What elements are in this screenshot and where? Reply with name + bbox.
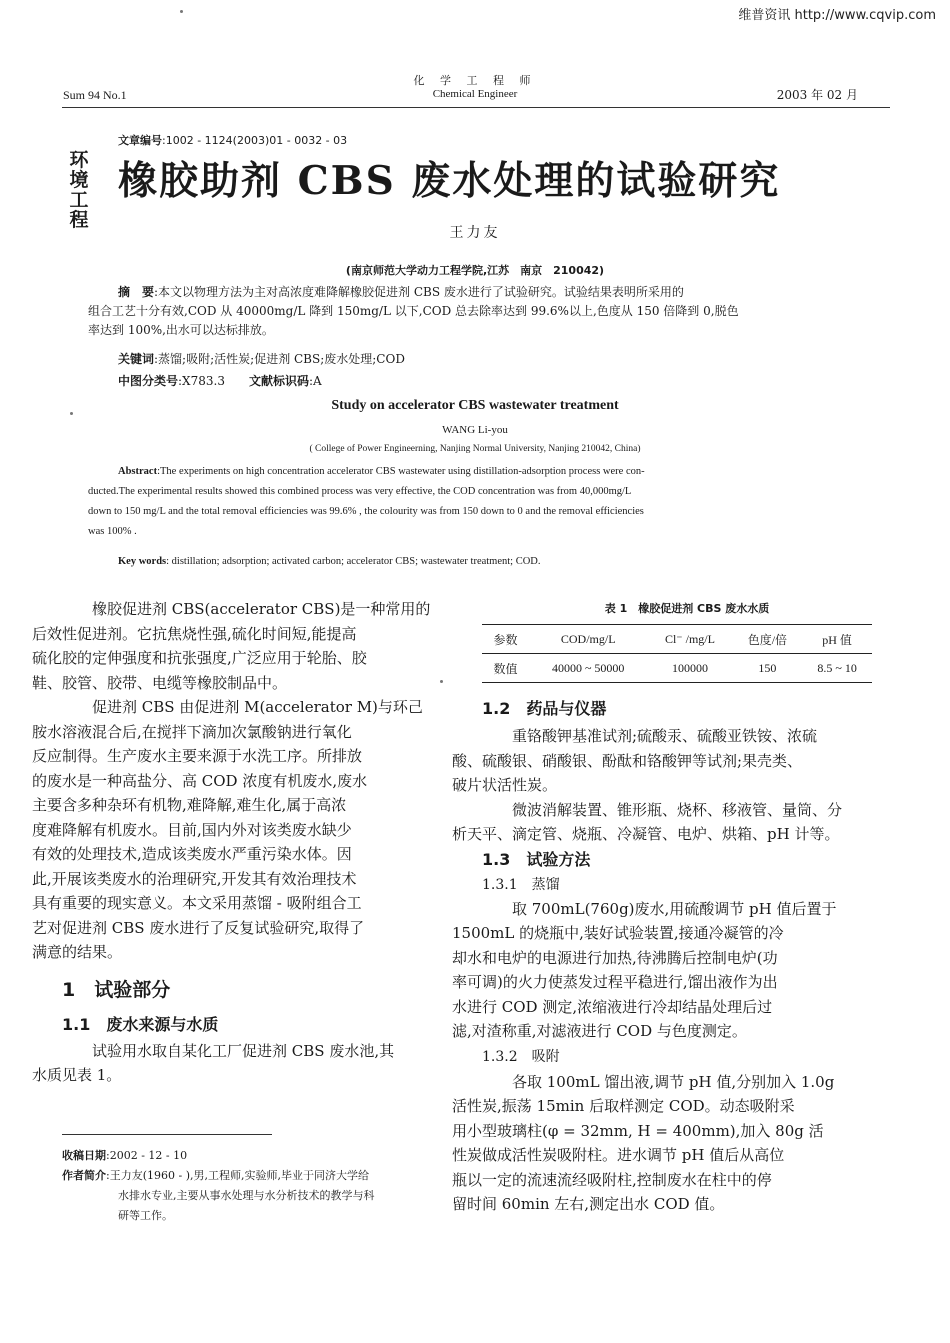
section-1-2-paragraph-1 <box>452 724 880 798</box>
text-line: 度难降解有机废水。目前,国内外对该类废水缺少 <box>32 820 352 839</box>
text-line: 用小型玻璃柱(φ = 32mm, H = 400mm),加入 80g 活 <box>452 1121 824 1140</box>
text-line: 满意的结果。 <box>32 943 123 961</box>
doc-code-label: 文献标识码 <box>248 374 309 388</box>
text-line: 微波消解装置、锥形瓶、烧杯、移液管、量筒、分 <box>512 800 843 819</box>
text-line: 破片状活性炭。 <box>452 776 558 794</box>
text-line: 性炭做成活性炭吸附柱。进水调节 pH 值后从高位 <box>452 1146 785 1164</box>
journal-name-cn: 化 学 工 程 师 <box>413 74 537 87</box>
section-heading-1-3-2: 1.3.2 吸附 <box>482 1048 560 1065</box>
text-line: 各取 100mL 馏出液,调节 pH 值,分别加入 1.0g <box>512 1072 835 1091</box>
table-1 <box>482 624 872 683</box>
table-cell: 8.5 ~ 10 <box>802 654 872 683</box>
keywords-en-value: : distillation; adsorption; activated carbon; accelerator CBS; wastewater treatment; COD. <box>166 556 541 567</box>
abstract-cn-line: 组合工艺十分有效,COD 从 40000mg/L 降到 150mg/L 以下,COD 总去除率达到 99.6%以上,色度从 150 倍降到 0,脱色 <box>88 304 739 318</box>
doc-code-value: :A <box>309 374 322 388</box>
article-number-value: :1002 - 1124(2003)01 - 0032 - 03 <box>162 134 348 147</box>
table-header-cell: COD/mg/L <box>529 625 647 654</box>
text-line: 反应制得。生产废水主要来源于水洗工序。所排放 <box>32 747 363 765</box>
text-line: 重铬酸钾基准试剂;硫酸汞、硫酸亚铁铵、浓硫 <box>512 727 818 745</box>
section-1-1-paragraph <box>32 1039 448 1088</box>
abstract-en-line: :The experiments on high concentration accelerator CBS wastewater using distillation-adsorption process were con- <box>157 466 645 477</box>
table-header-cell: 参数 <box>482 625 529 654</box>
table-header-cell: 色度/倍 <box>733 625 803 654</box>
author-en: WANG Li-you <box>442 424 508 436</box>
scan-dot <box>440 680 443 683</box>
text-line: 主要含多种杂环有机物,难降解,难生化,属于高浓 <box>32 796 347 814</box>
classification <box>118 372 878 391</box>
text-line: 瓶以一定的流速流经吸附柱,控制废水在柱中的停 <box>452 1170 772 1189</box>
section-heading-1-3-1: 1.3.1 蒸馏 <box>482 876 560 893</box>
article-number <box>118 132 347 148</box>
text-line: 具有重要的现实意义。本文采用蒸馏 - 吸附组合工 <box>32 894 362 912</box>
text-line: 水进行 COD 测定,浓缩液进行冷却结晶处理后过 <box>452 997 773 1016</box>
text-line: 活性炭,振荡 15min 后取样测定 COD。动态吸附采 <box>452 1097 795 1115</box>
keywords-en <box>118 552 840 572</box>
bio-line: :王力友(1960 - ),男,工程师,实验师,毕业于同济大学给 <box>106 1169 369 1182</box>
footnote-rule <box>62 1134 272 1135</box>
abstract-cn-line: :本文以物理方法为主对高浓度难降解橡胶促进剂 CBS 废水进行了试验研究。试验结果表明所采用的 <box>154 285 684 299</box>
bio-line: 水排水专业,主要从事水处理与水分析技术的教学与科 <box>118 1189 375 1202</box>
received-label: 收稿日期 <box>62 1149 106 1162</box>
right-column <box>452 694 880 1217</box>
abstract-en-line: down to 150 mg/L and the total removal efficiencies was 99.6% , the colourity was from 150 down to 0 and the removal efficiencies <box>88 506 644 517</box>
footnote <box>62 1146 452 1226</box>
table-cell: 40000 ~ 50000 <box>529 654 647 683</box>
text-line: 1500mL 的烧瓶中,装好试验装置,接通冷凝管的冷 <box>452 924 784 942</box>
keywords-cn <box>118 350 878 369</box>
text-line: 橡胶促进剂 CBS(accelerator CBS)是一种常用的 <box>92 600 431 618</box>
text-line: 析天平、滴定管、烧瓶、冷凝管、电炉、烘箱、pH 计等。 <box>452 825 840 843</box>
section-1-2-paragraph-2 <box>452 798 880 847</box>
section-heading-1-2: 1.2 药品与仪器 <box>482 699 607 718</box>
section-heading-1: 1 试验部分 <box>62 978 171 1001</box>
abstract-en <box>88 462 840 542</box>
section-tag-char: 工 <box>69 189 89 211</box>
abstract-en-label: Abstract <box>118 466 158 477</box>
affiliation-en: ( College of Power Engineerning, Nanjing Normal University, Nanjing 210042, China) <box>309 444 641 454</box>
text-line: 的废水是一种高盐分、高 COD 浓度有机废水,废水 <box>32 771 368 790</box>
abstract-en-line: was 100% . <box>88 526 137 537</box>
text-line: 却水和电炉的电源进行加热,待沸腾后控制电炉(功 <box>452 948 778 967</box>
bio-line: 研等工作。 <box>118 1209 173 1222</box>
section-heading-1-3: 1.3 试验方法 <box>482 849 591 869</box>
paper-title: 橡胶助剂 CBS 废水处理的试验研究 <box>118 158 781 204</box>
abstract-cn <box>88 283 848 340</box>
affiliation-cn: (南京师范大学动力工程学院,江苏 南京 210042) <box>345 264 605 277</box>
text-line: 胺水溶液混合后,在搅拌下滴加次氯酸钠进行氧化 <box>32 722 352 741</box>
source-watermark: 维普资讯 http://www.cqvip.com <box>738 8 936 23</box>
abstract-cn-label: 摘 要 <box>118 285 155 299</box>
abstract-cn-line: 率达到 100%,出水可以达标排放。 <box>88 323 274 337</box>
text-line: 促进剂 CBS 由促进剂 M(accelerator M)与环己 <box>92 698 423 716</box>
keywords-cn-label: 关键词 <box>118 352 155 366</box>
scan-dot <box>180 10 183 13</box>
table-cell: 数值 <box>482 654 529 683</box>
author-cn: 王力友 <box>449 225 501 241</box>
text-line: 留时间 60min 左右,测定出水 COD 值。 <box>452 1195 725 1213</box>
text-line: 试验用水取自某化工厂促进剂 CBS 废水池,其 <box>92 1041 395 1060</box>
journal-name-en: Chemical Engineer <box>432 88 518 100</box>
keywords-cn-value: :蒸馏;吸附;活性炭;促进剂 CBS;废水处理;COD <box>154 352 405 366</box>
text-line: 水质见表 1。 <box>32 1066 122 1084</box>
text-line: 鞋、胶管、胶带、电缆等橡胶制品中。 <box>32 673 288 692</box>
section-1-3-2-paragraph <box>452 1070 880 1217</box>
title-en: Study on accelerator CBS wastewater treatment <box>331 398 619 413</box>
journal-volume: Sum 94 No.1 <box>63 88 127 102</box>
text-line: 艺对促进剂 CBS 废水进行了反复试验研究,取得了 <box>32 918 365 937</box>
table-header-cell: Cl⁻ /mg/L <box>647 625 732 654</box>
table-header-row <box>482 625 872 654</box>
bio-label: 作者简介 <box>62 1169 106 1182</box>
table-row <box>482 654 872 683</box>
classification-value: :X783.3 <box>178 374 225 388</box>
intro-paragraph-2 <box>32 695 448 965</box>
abstract-en-line: ducted.The experimental results showed this combined process was very effective, the COD concentration was from 40,000mg/L <box>88 486 632 497</box>
article-number-label: 文章编号 <box>118 134 162 147</box>
text-line: 此,开展该类废水的治理研究,开发其有效治理技术 <box>32 869 357 888</box>
text-line: 酸、硫酸银、硝酸银、酚酞和铬酸钾等试剂;果壳类、 <box>452 751 803 770</box>
section-tag-char: 程 <box>69 209 89 231</box>
header-rule <box>62 107 890 108</box>
text-line: 有效的处理技术,造成该类废水严重污染水体。因 <box>32 845 352 863</box>
received-value: :2002 - 12 - 10 <box>106 1149 188 1162</box>
text-line: 率可调)的火力使蒸发过程平稳进行,馏出液作为出 <box>452 973 778 991</box>
section-tag-char: 境 <box>69 169 89 191</box>
text-line: 取 700mL(760g)废水,用硫酸调节 pH 值后置于 <box>512 899 837 918</box>
intro-paragraph-1 <box>32 597 448 695</box>
text-line: 硫化胶的定伸强度和抗张强度,广泛应用于轮胎、胶 <box>32 649 367 667</box>
journal-date: 2003 年 02 月 <box>776 88 858 102</box>
table-cell: 150 <box>733 654 803 683</box>
table-1-caption: 表 1 橡胶促进剂 CBS 废水水质 <box>604 602 770 615</box>
section-heading-1-1: 1.1 废水来源与水质 <box>62 1014 219 1034</box>
text-line: 滤,对渣称重,对滤液进行 COD 与色度测定。 <box>452 1022 747 1040</box>
classification-label: 中图分类号 <box>118 374 179 388</box>
table-cell: 100000 <box>647 654 732 683</box>
keywords-en-label: Key words <box>118 556 167 567</box>
table-header-cell: pH 值 <box>802 625 872 654</box>
section-tag <box>68 150 90 230</box>
section-tag-char: 环 <box>69 149 89 171</box>
section-1-3-1-paragraph <box>452 897 880 1044</box>
text-line: 后效性促进剂。它抗焦烧性强,硫化时间短,能提高 <box>32 624 357 643</box>
left-column <box>32 597 448 1088</box>
